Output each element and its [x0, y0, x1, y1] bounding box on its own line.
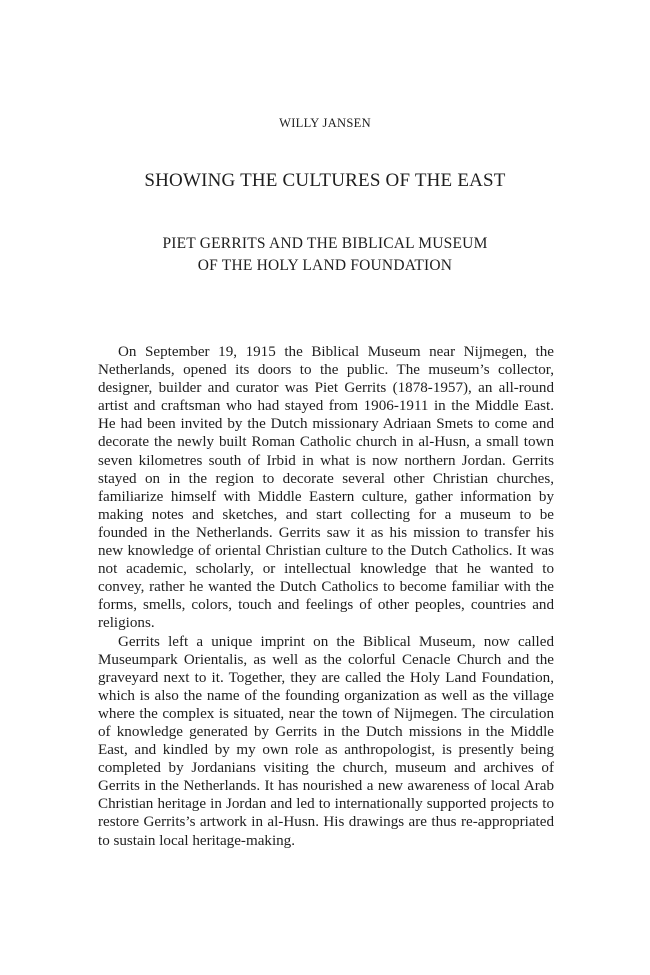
author-name: WILLY JANSEN	[279, 116, 371, 130]
subtitle-line-2: OF THE HOLY LAND FOUNDATION	[197, 257, 453, 274]
chapter-subtitle	[0, 233, 650, 277]
chapter-title: SHOWING THE CULTURES OF THE EAST	[144, 170, 506, 191]
subtitle-line-1: PIET GERRITS AND THE BIBLICAL MUSEUM	[162, 235, 488, 252]
body-text	[98, 343, 554, 850]
paragraph-2: Gerrits left a unique imprint on the Biblical Museum, now called Museumpark Orientalis, as well as the colorful Cenacle Church and the graveyard next to it. Together, they are called the Holy Land Foundation, which is also the name of the founding organization as well as the village where the complex is situated, near the town of Nijmegen. The circulation of knowledge generated by Gerrits in the Dutch missions in the Middle East, and kindled by my own role as anthropologist, is presently being completed by Jordanians visiting the church, museum and archives of Gerrits in the Netherlands. It has nourished a new awareness of local Arab Christian heritage in Jordan and led to internationally supported projects to restore Gerrits’s artwork in al-Husn. His drawings are thus re-appropriated to sustain local heritage-making.	[98, 633, 554, 849]
paragraph-1: On September 19, 1915 the Biblical Museum near Nijmegen, the Netherlands, opened its doors to the public. The museum’s collector, designer, builder and curator was Piet Gerrits (1878-1957), an all-round artist and craftsman who had stayed from 1906-1911 in the Middle East. He had been invited by the Dutch missionary Adriaan Smets to come and decorate the newly built Roman Catholic church in al-Husn, a small town seven kilometres south of Irbid in what is now northern Jordan. Gerrits stayed on in the region to decorate several other Christian churches, familiarize himself with Middle Eastern culture, gather information by making notes and sketches, and start collecting for a museum to be founded in the Netherlands. Gerrits saw it as his mission to transfer his new knowledge of oriental Christian culture to the Dutch Catholics. It was not academic, scholarly, or intellectual knowledge that he wanted to convey, rather he wanted the Dutch Catholics to become familiar with the forms, smells, colors, touch and feelings of other peoples, countries and religions.	[98, 344, 554, 632]
